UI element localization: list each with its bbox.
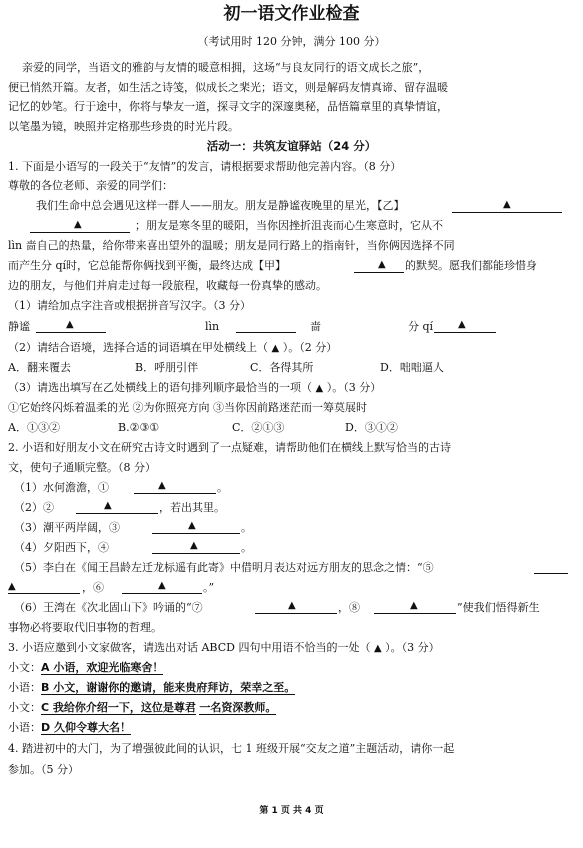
intro-line-3: 记忆的妙笔。行于途中，你将与挚友一道，探寻文字的深邃奥秘，品悟篇章里的真挚情谊， [8,100,448,113]
poem-line-3-end: 。 [241,521,252,534]
poem-blank-7[interactable] [255,613,337,614]
poem-line-6d: 事物必将要取代旧事物的哲理。 [8,621,162,634]
poem-line-2: （2）② [14,501,54,514]
sub1-item-b: lìn [205,320,220,333]
activity-heading: 活动一：共筑友谊驿站（24 分） [206,139,377,153]
answer-marker: ▲ [104,500,112,511]
sub3-option-d[interactable]: D．③①② [345,421,398,434]
q1-sub2: （2）请结合语境，选择合适的词语填在甲处横线上（ ▲ ）。（2 分） [8,341,338,354]
dialogue-line-a: 小文：A 小语，欢迎光临寒舍！ [8,661,164,674]
blank-jia[interactable] [354,272,404,273]
sub1-blank-a[interactable] [36,332,106,333]
dialogue-line-c: 小文：C 我给你介绍一下，这位是尊君 一名资深教师。 [8,701,277,714]
blank-yi-1[interactable] [452,212,562,213]
answer-marker: ▲ [158,480,166,491]
poem-line-4-end: 。 [241,541,252,554]
sub1-item-d: 分 qí [408,320,434,333]
poem-line-5: （5）李白在《闻王昌龄左迁龙标遥有此寄》中借明月表达对远方朋友的思念之情：“⑤ [14,561,434,574]
sub2-option-d[interactable]: D．咄咄逼人 [380,361,444,374]
poem-blank-2[interactable] [76,513,158,514]
answer-marker: ▲ [158,580,166,591]
sub1-blank-b[interactable] [236,332,296,333]
exam-subtitle: （考试用时 120 分钟，满分 100 分） [197,35,386,48]
poem-blank-4[interactable] [152,553,240,554]
poem-line-3: （3）潮平两岸阔，③ [14,521,120,534]
answer-marker: ▲ [458,319,466,330]
poem-line-1: （1）水何澹澹，① [14,481,109,494]
q1-speech-line-4: 而产生分 qí时，它总能帮你俩找到平衡，最终达成【甲】 [8,259,287,272]
sub3-items: ①它始终闪烁着温柔的光 ②为你照亮方向 ③当你因前路迷茫而一筹莫展时 [8,401,367,414]
sub3-option-b[interactable]: B.②③① [118,421,160,434]
sub1-blank-d[interactable] [434,332,496,333]
q1-sub3: （3）请选出填写在乙处横线上的语句排列顺序最恰当的一项（ ▲ ）。（3 分） [8,381,382,394]
q1-greeting: 尊敬的各位老师、亲爱的同学们： [8,179,173,192]
answer-marker: ▲ [190,540,198,551]
answer-marker: ▲ [378,259,386,270]
poem-blank-8[interactable] [374,613,456,614]
q1-speech-line-4b: 的默契。愿我们都能珍惜身 [405,259,537,272]
answer-marker: ▲ [410,600,418,611]
sub1-item-c: 啬 [310,320,321,333]
answer-marker: ▲ [288,600,296,611]
poem-line-6: （6）王湾在《次北固山下》吟诵的“⑦ [14,601,203,614]
q4-line-2: 参加。（5 分） [8,763,79,776]
q2-stem-line-2: 文，使句子通顺完整。（8 分） [8,461,156,474]
answer-marker: ▲ [74,219,82,230]
q3-stem: 3. 小语应邀到小文家做客，请选出对话 ABCD 四句中用语不恰当的一处（ ▲ ）。（3 分） [8,641,440,654]
intro-line-1: 亲爱的同学，当语文的雅韵与友情的暖意相拥，这场“与良友同行的语文成长之旅”， [22,61,430,74]
sub3-option-c[interactable]: C．②①③ [232,421,285,434]
blank-yi-2[interactable] [30,232,130,233]
poem-line-5b: ，⑥ [82,581,104,594]
poem-blank-6[interactable] [122,593,202,594]
sub3-option-a[interactable]: A．①③② [8,421,60,434]
poem-blank-5[interactable] [534,573,568,574]
poem-line-5-end: 。” [203,581,215,594]
poem-line-2-end: ，若出其里。 [159,501,225,514]
poem-blank-1[interactable] [134,493,216,494]
answer-marker: ▲ [8,581,16,592]
q1-sub1: （1）请给加点字注音或根据拼音写汉字。（3 分） [8,299,251,312]
q1-stem: 1. 下面是小语写的一段关于“友情”的发言，请根据要求帮助他完善内容。（8 分） [8,160,402,173]
sub1-item-a: 静谧 [8,320,30,333]
poem-blank-5b[interactable] [8,593,80,594]
sub2-option-c[interactable]: C．各得其所 [250,361,314,374]
q1-speech-line-5: 边的朋友，与他们并肩走过每一段旅程，收藏每一份真挚的感动。 [8,279,327,292]
poem-line-6c: ”使我们悟得新生 [457,601,540,614]
sub2-option-a[interactable]: A．翻来覆去 [8,361,71,374]
answer-marker: ▲ [188,520,196,531]
intro-line-4: 以笔墨为镜，映照并定格那些珍贵的时光片段。 [8,120,239,133]
page-title: 初一语文作业检查 [223,4,360,24]
sub2-option-b[interactable]: B．呼朋引伴 [135,361,199,374]
poem-line-4: （4）夕阳西下，④ [14,541,109,554]
dialogue-line-b: 小语：B 小文，谢谢你的邀请，能来贵府拜访，荣幸之至。 [8,681,296,694]
poem-line-6b: ，⑧ [338,601,360,614]
q2-stem-line-1: 2. 小语和好朋友小文在研究古诗文时遇到了一点疑难，请帮助他们在横线上默写恰当的古诗 [8,441,451,454]
poem-line-1-end: 。 [217,481,228,494]
intro-line-2: 便已悄然开篇。友者，如生活之诗笺，似成长之棐光；语文，则是解码友情真谛、留存温暖 [8,81,448,94]
page-footer: 第 1 页 共 4 页 [259,806,324,816]
poem-blank-3[interactable] [152,533,240,534]
q1-speech-line-1: 我们生命中总会遇见这样一群人——朋友。朋友是静谧夜晚里的星光，【乙】 [36,199,405,212]
q1-speech-line-2: ；朋友是寒冬里的暖阳，当你因挫折沮丧而心生寒意时，它从不 [135,219,443,232]
answer-marker: ▲ [66,319,74,330]
q4-line-1: 4. 踏进初中的大门，为了增强彼此间的认识，七 1 班级开展“交友之道”主题活动，请你一起 [8,742,455,755]
answer-marker: ▲ [503,199,511,210]
q1-speech-line-3: lìn 啬自己的热量，给你带来喜出望外的温暖；朋友是同行路上的指南针，当你俩因选择不同 [8,239,455,252]
dialogue-line-d: 小语：D 久仰令尊大名！ [8,721,131,734]
